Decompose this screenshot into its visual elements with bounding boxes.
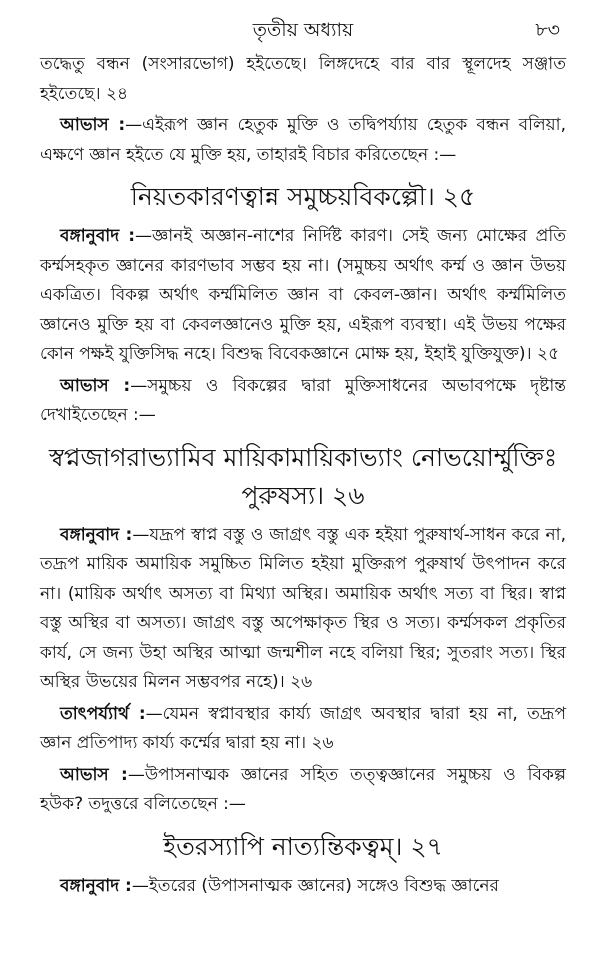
tatparya-paragraph (40, 700, 566, 759)
bangla-text: —ইতরের (উপাসনাত্মক জ্ঞানের) সঙ্গেও বিশুদ্ধ জ্ঞানের (131, 875, 499, 896)
sutra-26-line-2: পুরুষস্য। ২৬ (241, 480, 365, 510)
bangla-translation-25 (40, 222, 566, 370)
abhas-text: —এইরূপ জ্ঞান হেতুক মুক্তি ও তদ্বিপর্য্যায় হেতুক বন্ধন বলিয়া, এক্ষণে জ্ঞান হইতে যে মুক্তি হয়, তাহারই বিচার করিতেছেন :— (40, 115, 566, 165)
paragraph-continuation: তদ্ধেতু বন্ধন (সংসারভোগ) হইতেছে। লিঙ্গদেহে বার বার স্থূলদেহ সঞ্জাত হইতেছে। ২৪ (40, 54, 566, 104)
abhas-paragraph (40, 372, 566, 431)
abhas-label: আভাস : (60, 115, 126, 135)
abhas-text: —সমুচ্চয় ও বিকল্পের দ্বারা মুক্তিসাধনের অভাবপক্ষে দৃষ্টান্ত দেখাইতেছেন :— (40, 375, 567, 425)
sutra-25: নিয়তকারণত্বান্ন সমুচ্চয়বিকল্পৌ। ২৫ (130, 182, 476, 211)
sutra-26-line-1: স্বপ্নজাগরাভ্যামিব মায়িকামায়িকাভ্যাং নোভয়োর্ম্মুক্তিঃ (48, 442, 558, 472)
abhas-paragraph (40, 111, 566, 170)
bangla-translation-26 (40, 521, 566, 698)
sutra-26 (40, 439, 566, 515)
sutra-27: ইতরস্যাপি নাত্যন্তিকত্বম্। ২৭ (163, 831, 443, 861)
bangla-text: —যদ্রূপ স্বাপ্ন বস্তু ও জাগ্রৎ বস্তু এক হইয়া পুরুষার্থ-সাধন করে না, তদ্রূপ মায়িক অমায়িক সমুচ্চিত মিলিত হইয়া মুক্তিরূপ পুরুষার্থ উৎপাদন করে না। (মায়িক অর্থাৎ অসত্য বা মিথ্যা অস্থির। অমায়িক অর্থাৎ সত্য বা স্থির। স্বাপ্ন বস্তু অস্থির বা অসত্য। জাগ্রৎ বস্তু অপেক্ষাকৃত স্থির ও সত্য। কর্ম্মসকল প্রকৃতির কার্য, সে জন্য উহা অস্থির আত্মা জন্মশীল নহে বলিয়া স্থির; সুতরাং সত্য। স্থির অস্থির উভয়ের মিলন সম্ভবপর নহে)। ২৬ (40, 524, 566, 692)
page-header (40, 0, 566, 50)
bangla-label: বঙ্গানুবাদ : (60, 875, 132, 896)
bangla-label: বঙ্গানুবাদ : (60, 524, 133, 545)
abhas-label: আভাস : (60, 764, 128, 785)
abhas-text: —উপাসনাত্মক জ্ঞানের সহিত তত্ত্বজ্ঞানের সমুচ্চয় ও বিকল্প হউক? তদুত্তরে বলিতেছেন :— (40, 764, 566, 814)
abhas-label: আভাস : (60, 375, 131, 396)
page-number: ৮৩ (535, 19, 560, 41)
abhas-paragraph (40, 761, 566, 820)
tatparya-label: তাৎপর্য্যার্থ : (60, 703, 146, 724)
tatparya-text: —যেমন স্বপ্নাবস্থার কার্য্য জাগ্রৎ অবস্থার দ্বারা হয় না, তদ্রূপ জ্ঞান প্রতিপাদ্য কার্য্য কর্ম্মের দ্বারা হয় না। ২৬ (40, 703, 566, 753)
bangla-label: বঙ্গানুবাদ : (60, 226, 136, 246)
chapter-title: তৃতীয় অধ্যায় (252, 19, 354, 41)
bangla-text: —জ্ঞানই অজ্ঞান-নাশের নির্দিষ্ট কারণ। সেই জন্য মোক্ষের প্রতি কর্ম্মসহকৃত জ্ঞানের কারণভাব সম্ভব হয় না। (সমুচ্চয় অর্থাৎ কর্ম্ম ও জ্ঞান উভয় একত্রিত। বিকল্প অর্থাৎ কর্ম্মমিলিত জ্ঞান বা কেবল-জ্ঞান। অর্থাৎ কর্ম্মমিলিত জ্ঞানেও মুক্তি হয় বা কেবলজ্ঞানেও মুক্তি হয়, এইরূপ ব্যবস্থা। এই উভয় পক্ষের কোন পক্ষই যুক্তিসিদ্ধ নহে। বিশুদ্ধ বিবেকজ্ঞানে মোক্ষ হয়, ইহাই যুক্তিযুক্ত)। ২৫ (40, 226, 566, 364)
bangla-translation-27 (40, 872, 566, 902)
